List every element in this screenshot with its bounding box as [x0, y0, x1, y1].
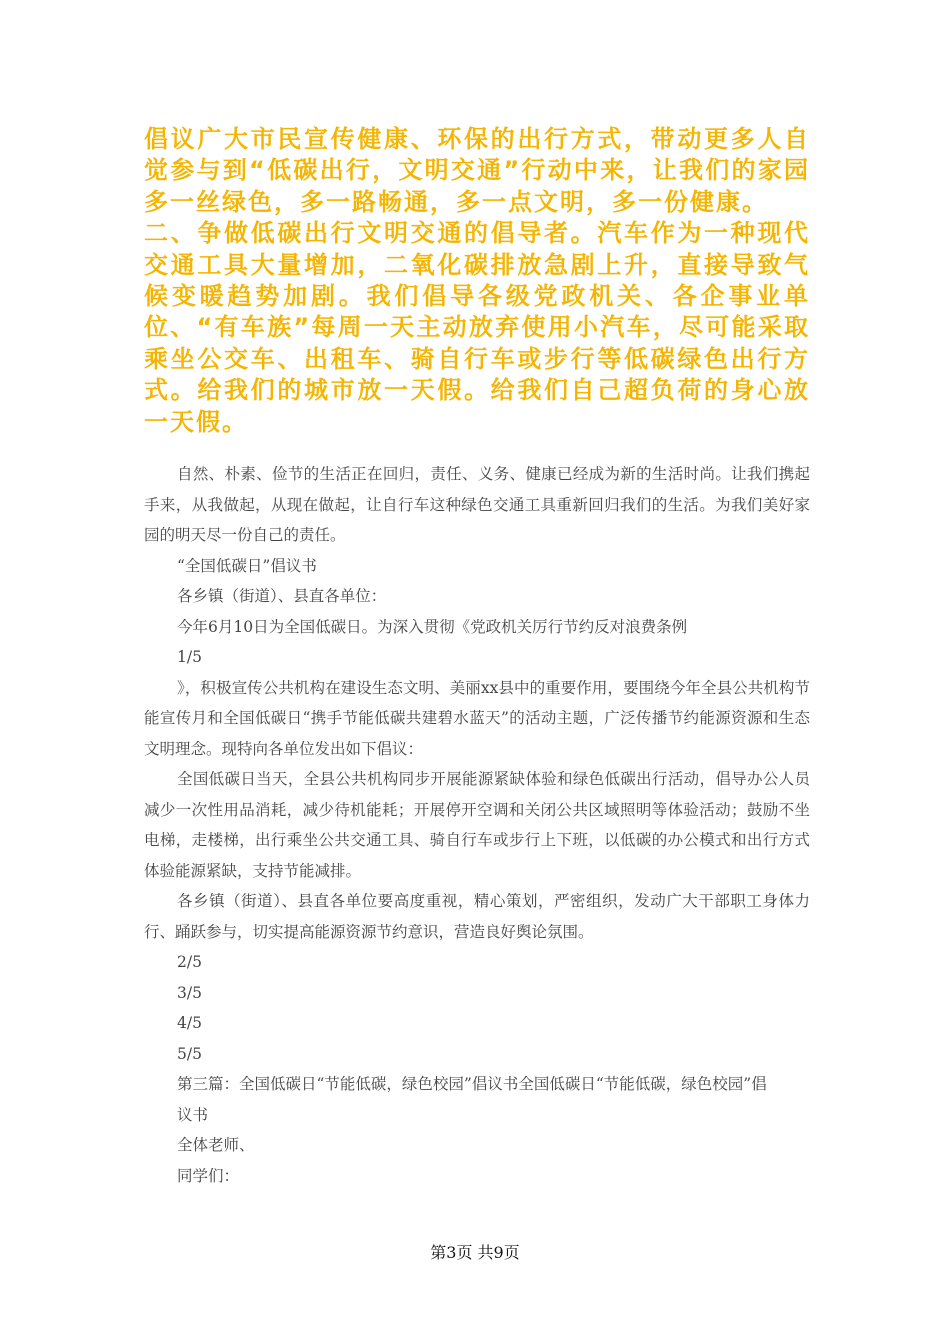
paragraph: 今年6月10日为全国低碳日。为深入贯彻《党政机关厉行节约反对浪费条例: [177, 617, 688, 636]
yellow-paragraph-2: 二、争做低碳出行文明交通的倡导者。汽车作为一种现代交通工具大量增加，二氧化碳排放急剧上升，直接导致气候变暖趋势加剧。我们倡导各级党政机关、各企事业单位、“有车族”每周一天主动放弃使用小汽车，尽可能采取乘坐公交车、出租车、骑自行车或步行等低碳绿色出行方式。给我们的城市放一天假。给我们自己超负荷的身心放一天假。: [144, 219, 810, 436]
yellow-paragraph-1: 倡议广大市民宣传健康、环保的出行方式，带动更多人自觉参与到“低碳出行，文明交通”行动中来，让我们的家园多一丝绿色，多一路畅通，多一点文明，多一份健康。: [144, 125, 810, 216]
section-heading: 第三篇：全国低碳日“节能低碳，绿色校园”倡议书全国低碳日“节能低碳，绿色校园”倡: [177, 1075, 767, 1093]
letter-title: “全国低碳日”倡议书: [177, 556, 317, 575]
page-marker: 5/5: [177, 1044, 202, 1063]
paragraph: 各乡镇（街道）、县直各单位要高度重视，精心策划，严密组织，发动广大干部职工身体力行、踊跃参与，切实提高能源资源节约意识，营造良好舆论氛围。: [144, 892, 810, 941]
page-marker: 4/5: [177, 1014, 202, 1032]
paragraph: 》，积极宣传公共机构在建设生态文明、美丽xx县中的重要作用，要围绕今年全县公共机构节能宣传月和全国低碳日“携手节能低碳共建碧水蓝天”的活动主题，广泛传播节约能源资源和生态文明理念。现特向各单位发出如下倡议：: [144, 678, 810, 758]
page-footer: 第3页 共9页: [430, 1243, 520, 1262]
page-marker: 2/5: [177, 953, 202, 971]
paragraph: 自然、朴素、俭节的生活正在回归，责任、义务、健康已经成为新的生活时尚。让我们携起手来，从我做起，从现在做起，让自行车这种绿色交通工具重新回归我们的生活。为我们美好家园的明天尽一份自己的责任。: [144, 465, 810, 544]
page-marker: 1/5: [177, 648, 202, 666]
paragraph: 议书: [177, 1105, 209, 1124]
body-text: [144, 459, 810, 1191]
highlighted-text-block: [144, 124, 810, 438]
page-marker: 3/5: [177, 983, 202, 1002]
salutation: 同学们：: [177, 1166, 240, 1185]
salutation: 各乡镇（街道）、县直各单位：: [177, 587, 387, 605]
paragraph: 全国低碳日当天，全县公共机构同步开展能源紧缺体验和绿色低碳出行活动，倡导办公人员减少一次性用品消耗，减少待机能耗；开展停开空调和关闭公共区域照明等体验活动；鼓励不坐电梯，走楼梯，出行乘坐公共交通工具、骑自行车或步行上下班，以低碳的办公模式和出行方式体验能源紧缺，支持节能减排。: [144, 770, 810, 880]
salutation: 全体老师、: [177, 1136, 255, 1154]
